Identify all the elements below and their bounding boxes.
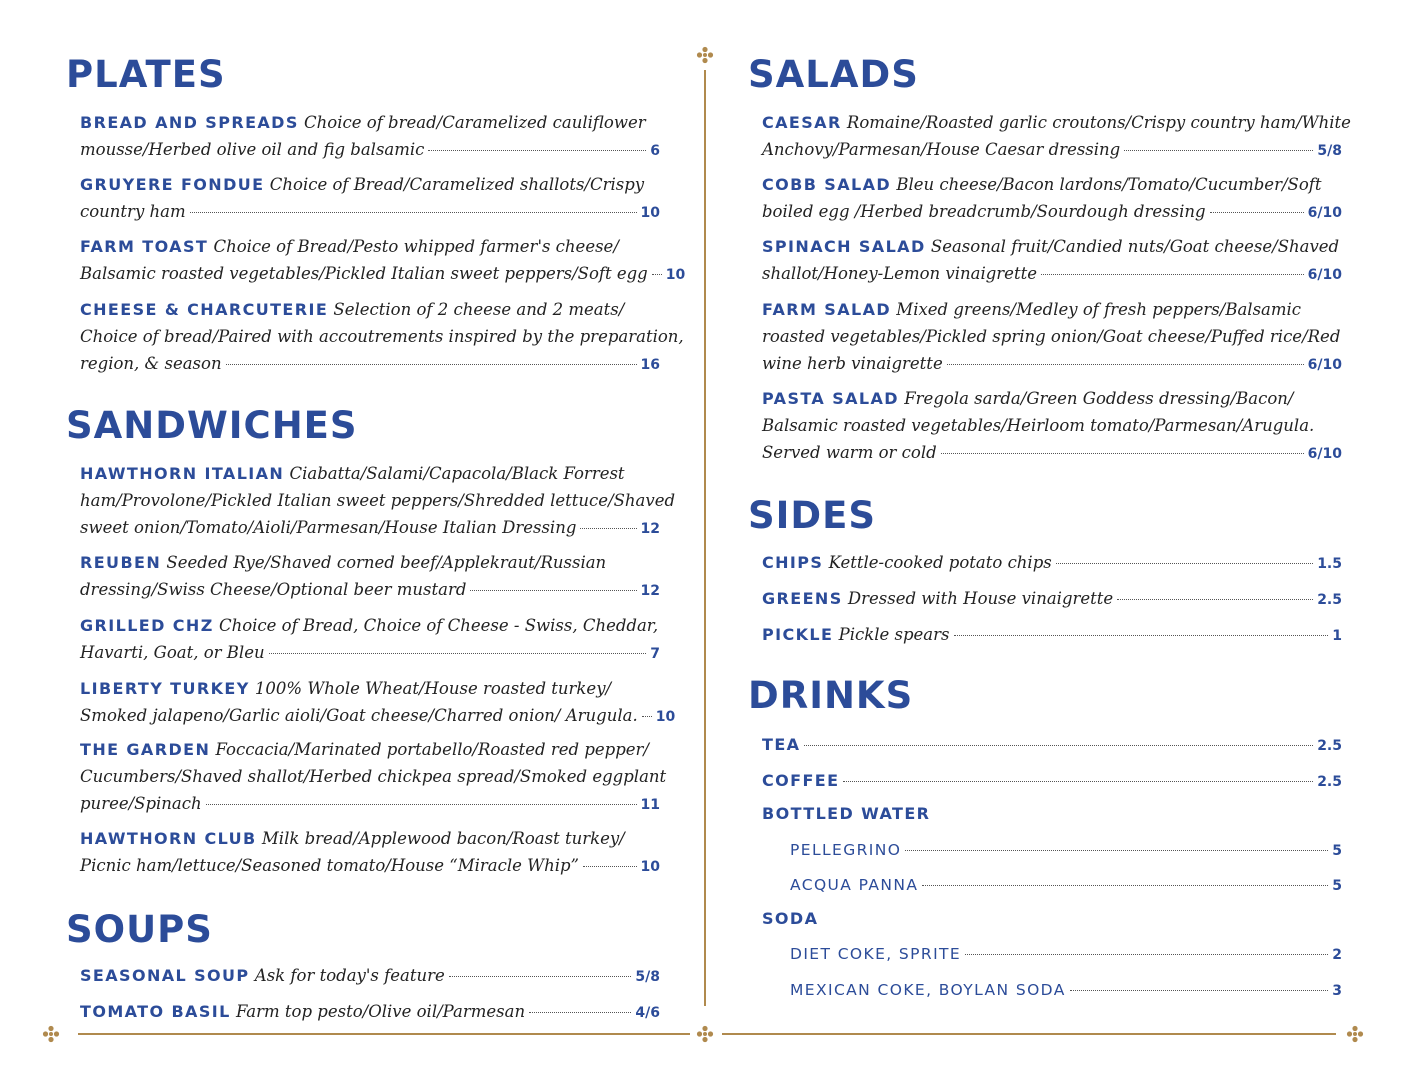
item-line: [790, 836, 1342, 863]
item-description: Cucumbers/Shaved shallot/Herbed chickpea spread/Smoked eggplant: [80, 767, 667, 786]
dot-leader: [843, 781, 1313, 782]
item-line: [762, 350, 1342, 377]
item-line: [790, 871, 1342, 898]
item-description: puree/Spinach: [80, 794, 202, 813]
item-name: BREAD AND SPREADS: [80, 113, 299, 132]
item-line: [80, 639, 660, 666]
item-line: [762, 109, 1351, 136]
item-price: 12: [640, 583, 660, 599]
item-name: HAWTHORN CLUB: [80, 829, 257, 848]
item-line-text: [762, 767, 839, 794]
menu-item: [762, 905, 1342, 932]
dot-leader: [1070, 990, 1329, 991]
item-price: 1.5: [1317, 556, 1342, 572]
item-line-text: [762, 731, 800, 758]
item-description: ham/Provolone/Pickled Italian sweet peppers/Shredded lettuce/Shaved: [80, 491, 676, 510]
item-name: TOMATO BASIL: [80, 1002, 231, 1021]
item-line-text: [790, 976, 1066, 1004]
dot-leader: [804, 745, 1313, 746]
item-line: [790, 940, 1342, 967]
item-price: 10: [655, 709, 676, 725]
fleur-ornament-icon: [42, 1025, 60, 1043]
item-line: [762, 171, 1342, 198]
dot-leader: [1041, 274, 1304, 275]
item-price: 6/10: [1307, 205, 1342, 221]
item-description: Served warm or cold: [762, 443, 937, 462]
bottom-rule-left: [78, 1033, 690, 1035]
item-name: COFFEE: [762, 771, 840, 790]
section-title: SANDWICHES: [66, 404, 358, 447]
item-line: [80, 514, 660, 541]
item-description: Choice of bread/Caramelized cauliflower: [298, 113, 646, 132]
dot-leader: [941, 453, 1304, 454]
item-name: FARM TOAST: [80, 237, 209, 256]
item-line: [762, 621, 1342, 648]
center-divider-line: [704, 70, 706, 1006]
menu-item: [762, 233, 1342, 287]
item-line-text: [762, 175, 1322, 194]
item-price: 1: [1332, 628, 1342, 644]
menu-item: [80, 171, 660, 225]
item-description: Choice of bread/Paired with accoutrements inspired by the preparation,: [80, 327, 684, 346]
item-line-text: [762, 136, 1120, 163]
item-name: PICKLE: [762, 625, 834, 644]
dot-leader: [206, 804, 637, 805]
item-price: 3: [1332, 983, 1342, 999]
dot-leader: [1124, 150, 1313, 151]
item-line-text: [80, 300, 624, 319]
fleur-ornament-icon: [696, 1025, 714, 1043]
item-line: [80, 612, 660, 639]
item-description: Seasonal fruit/Candied nuts/Goat cheese/Shaved: [925, 237, 1340, 256]
item-line: [762, 767, 1342, 794]
item-name: PELLEGRINO: [790, 841, 902, 859]
menu-item: [80, 233, 686, 287]
item-line: [80, 763, 667, 790]
menu-item: [762, 731, 1342, 758]
item-line: [80, 296, 660, 323]
item-line: [80, 487, 676, 514]
item-line-text: [762, 905, 818, 932]
item-description: Selection of 2 cheese and 2 meats/: [328, 300, 625, 319]
item-line: [80, 790, 660, 817]
item-description: Farm top pesto/Olive oil/Parmesan: [230, 1002, 526, 1021]
item-line-text: [762, 549, 1052, 576]
item-line: [762, 385, 1342, 412]
item-name: GRILLED CHZ: [80, 616, 214, 635]
item-price: 7: [650, 646, 660, 662]
dot-leader: [428, 150, 646, 151]
menu-item: [80, 675, 676, 729]
item-description: Choice of Bread/Pesto whipped farmer's cheese/: [208, 237, 619, 256]
section-title: SOUPS: [66, 908, 213, 951]
item-description: roasted vegetables/Pickled spring onion/Goat cheese/Puffed rice/Red: [762, 327, 1341, 346]
item-name: BOTTLED WATER: [762, 804, 931, 823]
item-description: Anchovy/Parmesan/House Caesar dressing: [762, 140, 1121, 159]
dot-leader: [1210, 212, 1304, 213]
item-description: Milk bread/Applewood bacon/Roast turkey/: [256, 829, 625, 848]
item-line: [80, 260, 686, 287]
item-description: Seeded Rye/Shaved corned beef/Applekraut/Russian: [161, 553, 607, 572]
menu-item: [80, 296, 684, 377]
item-line-text: [762, 300, 1301, 319]
item-line: [80, 675, 660, 702]
item-description: Picnic ham/lettuce/Seasoned tomato/House “Miracle Whip”: [80, 856, 579, 875]
item-description: Fregola sarda/Green Goddess dressing/Bacon/: [898, 389, 1294, 408]
item-name: CHIPS: [762, 553, 824, 572]
item-line-text: [790, 836, 901, 864]
item-line-text: [80, 740, 649, 759]
menu-item: [80, 109, 660, 163]
item-price: 6/10: [1307, 357, 1342, 373]
item-line-text: [80, 852, 579, 879]
item-price: 5: [1332, 878, 1342, 894]
item-name: GRUYERE FONDUE: [80, 175, 265, 194]
item-line-text: [762, 585, 1113, 612]
section-title: DRINKS: [748, 674, 914, 717]
item-line-text: [762, 198, 1206, 225]
item-line-text: [80, 136, 424, 163]
item-line: [80, 825, 660, 852]
item-price: 11: [640, 797, 660, 813]
item-name: CAESAR: [762, 113, 842, 132]
item-line-text: [762, 416, 1314, 435]
item-name: FARM SALAD: [762, 300, 892, 319]
item-line-text: [80, 327, 684, 346]
item-description: Balsamic roasted vegetables/Heirloom tomato/Parmesan/Arugula.: [762, 416, 1315, 435]
dot-leader: [954, 635, 1329, 636]
item-description: Bleu cheese/Bacon lardons/Tomato/Cucumber/Soft: [891, 175, 1322, 194]
menu-item: [762, 767, 1342, 794]
section-title: SALADS: [748, 53, 919, 96]
item-line: [80, 136, 660, 163]
menu-item: [762, 171, 1342, 225]
dot-leader: [947, 364, 1304, 365]
item-line: [762, 260, 1342, 287]
item-line: [762, 412, 1342, 439]
item-price: 2.5: [1317, 738, 1342, 754]
item-line-text: [80, 237, 619, 256]
section-title: PLATES: [66, 53, 226, 96]
item-line-text: [790, 871, 918, 899]
item-description: Ask for today's feature: [249, 966, 445, 985]
menu-item: [80, 998, 660, 1025]
menu-item: [80, 549, 660, 603]
item-description: Smoked jalapeno/Garlic aioli/Goat cheese/Charred onion/ Arugula.: [80, 706, 638, 725]
fleur-ornament-icon: [1346, 1025, 1364, 1043]
item-line: [762, 549, 1342, 576]
item-line-text: [80, 616, 658, 635]
item-name: SEASONAL SOUP: [80, 966, 250, 985]
menu-item: [80, 962, 660, 989]
menu-item: [762, 800, 1342, 827]
item-price: 5/8: [635, 969, 660, 985]
item-line: [762, 136, 1342, 163]
menu-item: [790, 871, 1342, 898]
dot-leader: [529, 1012, 631, 1013]
item-price: 4/6: [635, 1005, 660, 1021]
dot-leader: [226, 364, 637, 365]
item-price: 6/10: [1307, 446, 1342, 462]
item-line: [762, 296, 1342, 323]
item-description: sweet onion/Tomato/Aioli/Parmesan/House Italian Dressing: [80, 518, 577, 537]
item-description: wine herb vinaigrette: [762, 354, 943, 373]
item-line-text: [80, 998, 525, 1025]
item-description: Havarti, Goat, or Bleu: [80, 643, 265, 662]
item-line: [80, 171, 660, 198]
dot-leader: [580, 528, 636, 529]
item-line-text: [80, 198, 186, 225]
dot-leader: [269, 653, 647, 654]
item-name: TEA: [762, 735, 801, 754]
item-name: ACQUA PANNA: [790, 876, 919, 894]
menu-item: [80, 612, 660, 666]
item-description: Balsamic roasted vegetables/Pickled Italian sweet peppers/Soft egg: [80, 264, 648, 283]
menu-item: [762, 549, 1342, 576]
dot-leader: [583, 866, 637, 867]
item-price: 5/8: [1317, 143, 1342, 159]
item-line-text: [80, 553, 606, 572]
item-price: 10: [640, 205, 660, 221]
item-description: Mixed greens/Medley of fresh peppers/Balsamic: [891, 300, 1302, 319]
item-description: country ham: [80, 202, 186, 221]
item-description: dressing/Swiss Cheese/Optional beer mustard: [80, 580, 467, 599]
item-line-text: [80, 962, 445, 989]
dot-leader: [922, 885, 1328, 886]
menu-item: [790, 976, 1342, 1003]
menu-item: [762, 621, 1342, 648]
item-line: [762, 905, 1342, 932]
item-name: PASTA SALAD: [762, 389, 899, 408]
item-description: Foccacia/Marinated portabello/Roasted red pepper/: [210, 740, 649, 759]
item-name: LIBERTY TURKEY: [80, 679, 250, 698]
menu-item: [80, 825, 660, 879]
item-name: CHEESE & CHARCUTERIE: [80, 300, 329, 319]
menu-item: [762, 109, 1351, 163]
item-description: Pickle spears: [833, 625, 950, 644]
item-line: [762, 585, 1342, 612]
item-line-text: [80, 464, 625, 483]
item-price: 10: [665, 267, 686, 283]
item-line: [762, 731, 1342, 758]
item-line: [80, 702, 676, 729]
item-line: [80, 198, 660, 225]
item-description: region, & season: [80, 354, 222, 373]
item-line-text: [80, 113, 646, 132]
item-line: [80, 852, 660, 879]
item-line: [80, 962, 660, 989]
bottom-rule-right: [722, 1033, 1336, 1035]
item-price: 5: [1332, 843, 1342, 859]
item-price: 10: [640, 859, 660, 875]
item-line: [80, 460, 660, 487]
item-line: [762, 198, 1342, 225]
item-line-text: [790, 940, 961, 968]
dot-leader: [190, 212, 637, 213]
item-name: HAWTHORN ITALIAN: [80, 464, 285, 483]
item-description: mousse/Herbed olive oil and fig balsamic: [80, 140, 425, 159]
fleur-ornament-icon: [696, 46, 714, 64]
item-line: [762, 800, 1342, 827]
item-line: [80, 323, 684, 350]
menu-item: [762, 296, 1342, 377]
item-name: SODA: [762, 909, 819, 928]
item-line-text: [80, 491, 675, 510]
item-line-text: [762, 237, 1339, 256]
item-line-text: [80, 702, 638, 729]
item-price: 6/10: [1307, 267, 1342, 283]
item-name: THE GARDEN: [80, 740, 211, 759]
item-line: [80, 549, 660, 576]
dot-leader: [1056, 563, 1313, 564]
section-title: SIDES: [748, 494, 877, 537]
item-name: GREENS: [762, 589, 843, 608]
item-price: 6: [650, 143, 660, 159]
item-line-text: [762, 389, 1293, 408]
item-line-text: [762, 800, 930, 827]
item-name: REUBEN: [80, 553, 162, 572]
item-line-text: [80, 514, 576, 541]
item-line-text: [80, 767, 666, 786]
item-description: 100% Whole Wheat/House roasted turkey/: [249, 679, 612, 698]
dot-leader: [965, 954, 1328, 955]
item-line: [80, 576, 660, 603]
item-line-text: [762, 350, 943, 377]
dot-leader: [1117, 599, 1313, 600]
item-line-text: [80, 350, 222, 377]
item-name: DIET COKE, SPRITE: [790, 945, 962, 963]
item-name: COBB SALAD: [762, 175, 892, 194]
item-description: Kettle-cooked potato chips: [823, 553, 1052, 572]
item-line-text: [80, 679, 611, 698]
item-line-text: [80, 790, 202, 817]
item-description: Romaine/Roasted garlic croutons/Crispy country ham/White: [841, 113, 1351, 132]
item-price: 12: [640, 521, 660, 537]
item-line-text: [80, 576, 466, 603]
dot-leader: [905, 850, 1328, 851]
item-description: Choice of Bread, Choice of Cheese - Swiss, Cheddar,: [213, 616, 659, 635]
item-line-text: [80, 829, 625, 848]
item-description: Ciabatta/Salami/Capacola/Black Forrest: [284, 464, 625, 483]
item-price: 16: [640, 357, 660, 373]
menu-item: [762, 585, 1342, 612]
dot-leader: [652, 274, 662, 275]
dot-leader: [642, 716, 652, 717]
item-line: [80, 998, 660, 1025]
item-description: Choice of Bread/Caramelized shallots/Crispy: [264, 175, 645, 194]
item-price: 2.5: [1317, 774, 1342, 790]
menu-item: [790, 940, 1342, 967]
item-line-text: [80, 175, 644, 194]
menu-item: [762, 385, 1342, 466]
menu-item: [80, 460, 676, 541]
item-line-text: [762, 113, 1351, 132]
item-line-text: [80, 260, 648, 287]
item-line: [80, 350, 660, 377]
item-line-text: [80, 639, 265, 666]
item-line-text: [762, 621, 950, 648]
menu-item: [790, 836, 1342, 863]
item-line: [762, 439, 1342, 466]
item-line: [790, 976, 1342, 1003]
menu-item: [80, 736, 667, 817]
item-line: [762, 323, 1342, 350]
item-price: 2: [1332, 947, 1342, 963]
item-description: boiled egg /Herbed breadcrumb/Sourdough dressing: [762, 202, 1206, 221]
dot-leader: [449, 976, 632, 977]
dot-leader: [470, 590, 636, 591]
item-line: [80, 233, 660, 260]
item-line-text: [762, 327, 1340, 346]
item-line-text: [762, 260, 1037, 287]
item-description: shallot/Honey-Lemon vinaigrette: [762, 264, 1037, 283]
item-line-text: [762, 439, 937, 466]
item-name: SPINACH SALAD: [762, 237, 926, 256]
item-description: Dressed with House vinaigrette: [842, 589, 1114, 608]
item-price: 2.5: [1317, 592, 1342, 608]
item-line: [80, 109, 660, 136]
item-name: MEXICAN COKE, BOYLAN SODA: [790, 981, 1066, 999]
item-line: [80, 736, 660, 763]
item-line: [762, 233, 1342, 260]
